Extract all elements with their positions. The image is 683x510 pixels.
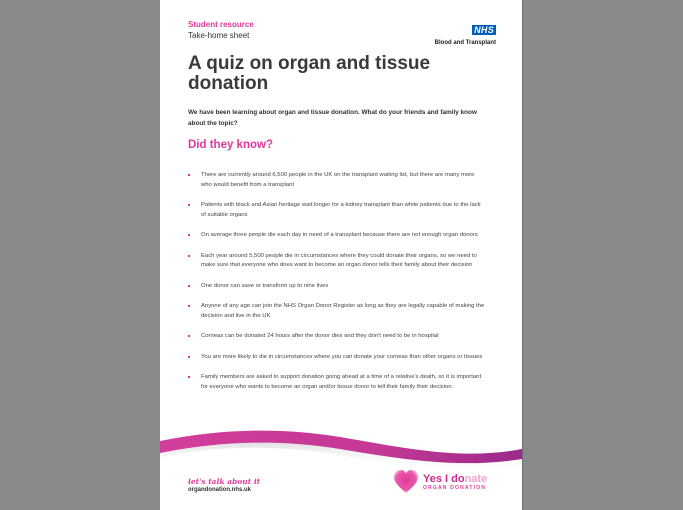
header-labels	[188, 20, 254, 41]
decorative-wave	[160, 425, 522, 470]
resource-type-label: Student resource	[188, 20, 254, 29]
footer-campaign-info	[188, 477, 260, 495]
campaign-name-strong: Yes I do	[423, 472, 465, 485]
page-title: A quiz on organ and tissue donation	[188, 53, 431, 94]
bullet-icon	[188, 204, 190, 206]
fact-item	[186, 252, 486, 271]
facts-list	[186, 171, 486, 403]
fact-text: There are currently around 6,500 people in the UK on the transplant waiting list, but there are many more who would benefit from a transplant	[201, 172, 475, 188]
bullet-icon	[188, 376, 190, 378]
nhs-blood-transplant-logo	[435, 20, 496, 48]
fact-text: Each year around 5,500 people die in circumstances where they could donate their organs, so we need to make sure that everyone who does want to become an organ donor tells their family about their decision	[201, 252, 477, 268]
document-page	[160, 0, 523, 510]
campaign-tagline: let's talk about it	[188, 477, 261, 486]
bullet-icon	[188, 234, 190, 236]
bullet-icon	[188, 335, 190, 337]
fact-text: One donor can save or transform up to nine lives	[201, 282, 329, 289]
nhs-org-name: Blood and Transplant	[434, 40, 496, 46]
fact-item	[186, 201, 486, 220]
campaign-wordmark	[423, 473, 487, 492]
fact-item	[186, 373, 486, 392]
website-link[interactable]: organdonation.nhs.uk	[188, 487, 251, 493]
fact-item	[186, 231, 486, 241]
sheet-type-label: Take-home sheet	[188, 31, 250, 40]
nhs-logo-mark: NHS	[474, 25, 494, 35]
heart-icon	[392, 469, 420, 495]
fact-text: Anyone of any age can join the NHS Organ Donor Register as long as they are legally capable of making the decision and live in the UK	[201, 303, 485, 319]
campaign-subtitle: ORGAN DONATION	[423, 484, 487, 491]
fact-item	[186, 282, 486, 292]
fact-item	[186, 353, 486, 363]
fact-text: You are more likely to die in circumstances where you can donate your corneas than other organs or tissues	[201, 353, 483, 360]
campaign-name	[423, 473, 487, 485]
fact-item	[186, 332, 486, 342]
fact-item	[186, 171, 486, 190]
yes-i-donate-logo	[392, 469, 487, 495]
intro-paragraph: We have been learning about organ and tissue donation. What do your friends and family know about the topic?	[188, 109, 477, 127]
fact-text: On average three people die each day in need of a transplant because there are not enough organ donors	[201, 232, 478, 238]
bullet-icon	[188, 285, 190, 287]
bullet-icon	[188, 356, 190, 358]
bullet-icon	[188, 174, 190, 176]
fact-item	[186, 302, 486, 321]
section-title: Did they know?	[188, 139, 273, 151]
fact-text: Corneas can be donated 24 hours after the donor dies and they don't need to be in hospital	[201, 333, 439, 339]
bullet-icon	[188, 255, 190, 257]
fact-text: Family members are asked to support donation going ahead at a time of a relative's death, so it is important for everyone who wants to become an organ and/or tissue donor to tell their family their decision.	[201, 374, 482, 390]
bullet-icon	[188, 305, 190, 307]
fact-text: Patients with black and Asian heritage wait longer for a kidney transplant than white patients due to the lack of suitable organs	[201, 202, 481, 218]
campaign-name-light: nate	[464, 472, 488, 485]
